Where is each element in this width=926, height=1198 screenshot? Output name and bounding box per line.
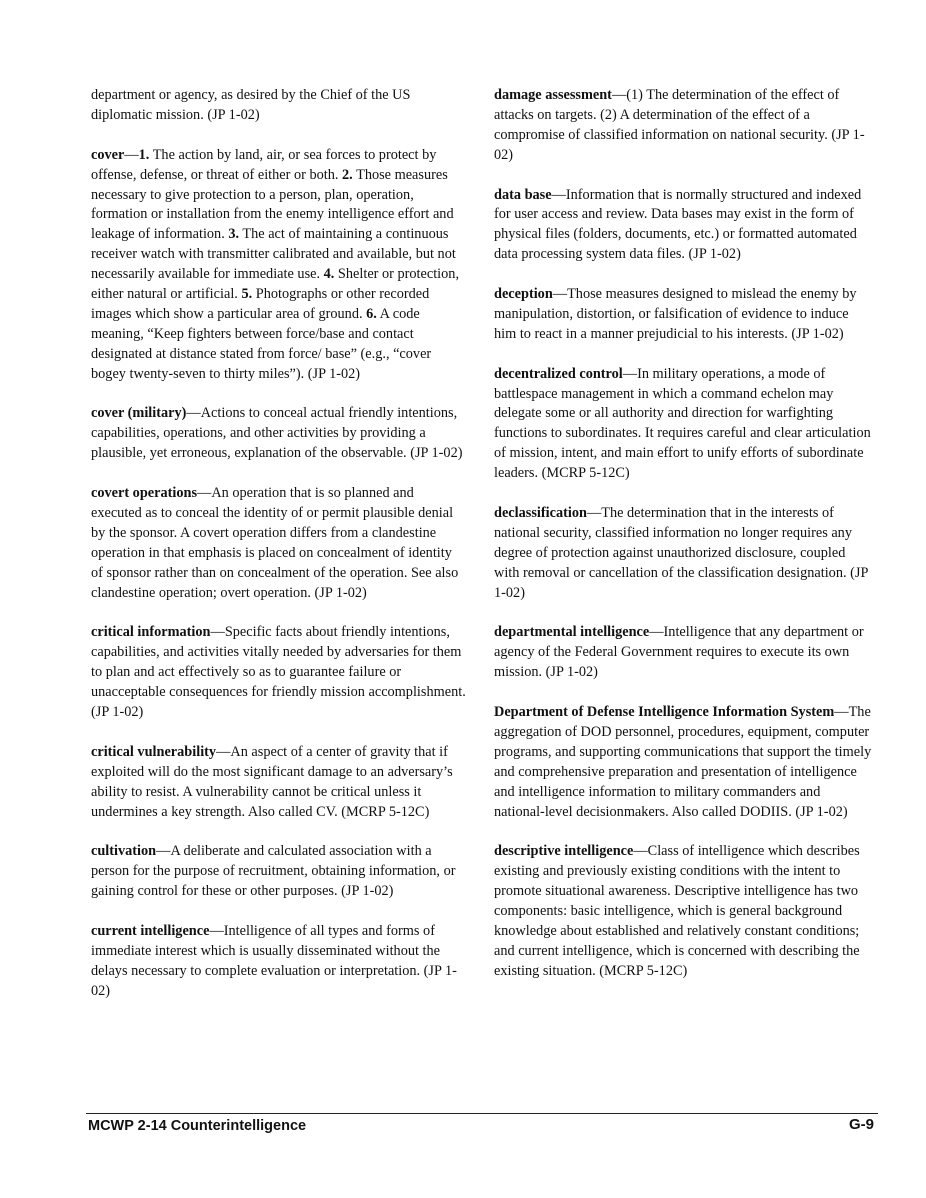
right-column [494,86,872,1002]
em-dash: — [611,87,627,103]
entry-definition: Class of intelligence which describes existing and previously existing conditions with the intent to promote situational awareness. Descriptive intelligence has two components: basic intelligence, which is general background knowledge about established and relatively constant conditions; and current intelligence, which is concerned with describing the existing situation. (MCRP 5-12C) [494,843,860,979]
em-dash: — [210,624,225,641]
glossary-entry [91,623,467,723]
glossary-entry [91,842,467,902]
entry-term: current intelligence [91,922,210,939]
entry-term: damage assessment [494,87,612,103]
entry-definition: Intelligence that any department or agency of the Federal Government requires to execute its own mission. (JP 1-02) [494,624,864,681]
entry-term: decentralized control [494,365,623,382]
glossary-entry [91,743,467,823]
continuation-text: department or agency, as desired by the Chief of the US diplomatic mission. (JP 1-02) [91,87,411,123]
em-dash: — [216,743,231,760]
glossary-entry [91,404,467,464]
footer-publication-title: MCWP 2-14 Counterintelligence [88,1118,307,1134]
footer-divider [86,1113,878,1114]
definition-part: Those measures necessary to give protection to a person, plan, operation, formation or installation from the enemy intelligence effort and leakage of information. [91,166,454,243]
glossary-entry [494,842,872,981]
glossary-entry [494,365,872,484]
entry-term: descriptive intelligence [494,843,634,860]
em-dash: — [552,286,568,303]
left-column [91,86,467,1021]
glossary-entry [494,86,872,166]
entry-definition: The determination that in the interests of national security, classified information no longer requires any degree of protection against unauthorized disclosure, coupled with removal or cancellation of the classification designation. (JP 1-02) [494,504,868,601]
entry-term: cover [91,146,125,163]
glossary-entry [91,922,467,1002]
entry-definition: Actions to conceal actual friendly intentions, capabilities, operations, and other activities by providing a plausible, yet erroneous, explanation of the observable. (JP 1-02) [91,405,463,462]
glossary-entry-cover [91,146,467,385]
entry-term: critical information [91,624,211,641]
entry-term: cultivation [91,843,157,860]
entry-definition: Information that is normally structured and indexed for user access and review. Data bases may exist in the form of physical files (folders, documents, etc.) or formatted automated data processing system data files. (JP 1-02) [494,186,862,263]
em-dash: — [834,704,849,720]
definition-part: The action by land, air, or sea forces to protect by offense, defense, or threat of either or both. [91,146,437,183]
glossary-entry [494,285,872,345]
entry-term: Department of Defense Intelligence Information System [494,704,835,720]
entry-definition: An aspect of a center of gravity that if exploited will do the most significant damage to an adversary’s ability to resist. A vulnerability cannot be critical unless it undermines a key strength. Also called CV. (MCRP 5-12C) [91,743,453,820]
entry-term: departmental intelligence [494,624,650,641]
item-number: 3. [228,226,240,243]
definition-part: A code meaning, “Keep fighters between force/base and contact designated at distance stated from force/ base” (e.g., “cover bogey twenty-seven to thirty miles”). (JP 1-02) [91,305,432,382]
em-dash: — [209,922,224,939]
glossary-entry [494,186,872,266]
item-number: 2. [342,166,353,183]
entry-definition: In military operations, a mode of battlespace management in which a command echelon may delegate some or all authority and direction for warfighting functions to subordinates. It requires careful and clear articulation of mission, intent, and main effort to unify efforts of subordinate leaders. (MCRP 5-12C) [494,365,871,482]
entry-definition: The aggregation of DOD personnel, procedures, equipment, computer programs, and supporting communications that support the timely and comprehensive preparation and presentation of intelligence and intelligence information to military commanders and national-level decisionmakers. Also called DODIIS. (JP 1-02) [494,704,872,820]
entry-definition: Those measures designed to mislead the enemy by manipulation, distortion, or falsification of evidence to induce him to react in a manner prejudicial to his interests. (JP 1-02) [494,286,857,342]
em-dash: — [622,365,638,382]
entry-term: covert operations [91,485,198,502]
entry-term: critical vulnerability [91,743,217,760]
em-dash: — [586,504,602,521]
em-dash: — [551,186,566,203]
item-number: 5. [241,286,253,303]
entry-definition: Specific facts about friendly intentions, capabilities, and activities vitally needed by adversaries for them to plan and act effectively so as to guarantee failure or unacceptable consequences for friendly mission accomplishment. (JP 1-02) [91,624,466,721]
em-dash: — [633,843,648,860]
entry-term: deception [494,286,553,303]
entry-term: data base [494,186,552,203]
entry-definition: Intelligence of all types and forms of immediate interest which is usually disseminated without the delays necessary to complete evaluation or interpretation. (JP 1-02) [91,922,457,999]
entry-term: cover (military) [91,405,187,422]
entry-definition: An operation that is so planned and executed as to conceal the identity of or permit plausible denial by the sponsor. A covert operation differs from a clandestine operation in that emphasis is placed on concealment of identity of sponsor rather than on concealment of the operation. See also clandestine operation; overt operation. (JP 1-02) [91,485,459,601]
em-dash: — [124,146,139,163]
definition-part: Photographs or other recorded images which show a particular area of ground. [91,286,430,322]
page-number: G-9 [848,1116,874,1133]
definition-part: The act of maintaining a continuous receiver watch with transmitter calibrated and available, but not necessarily available for immediate use. [91,226,456,283]
glossary-entry [494,504,872,604]
glossary-entry [91,484,467,603]
item-number: 1. [138,146,150,163]
em-dash: — [156,843,171,860]
entry-definition: (1) The determination of the effect of attacks on targets. (2) A determination of the effect of a compromise of classified information on national security. (JP 1-02) [494,87,865,163]
em-dash: — [197,485,212,502]
entry-term: declassification [494,504,587,521]
em-dash: — [649,624,664,641]
glossary-entry [494,623,872,683]
glossary-entry [494,703,872,822]
item-number: 4. [323,266,335,283]
definition-part: Shelter or protection, either natural or artificial. [91,266,460,303]
entry-definition: A deliberate and calculated association with a person for the purpose of recruitment, obtaining information, or gaining control for these or other purposes. (JP 1-02) [91,843,456,900]
em-dash: — [186,405,201,422]
item-number: 6. [366,305,377,322]
